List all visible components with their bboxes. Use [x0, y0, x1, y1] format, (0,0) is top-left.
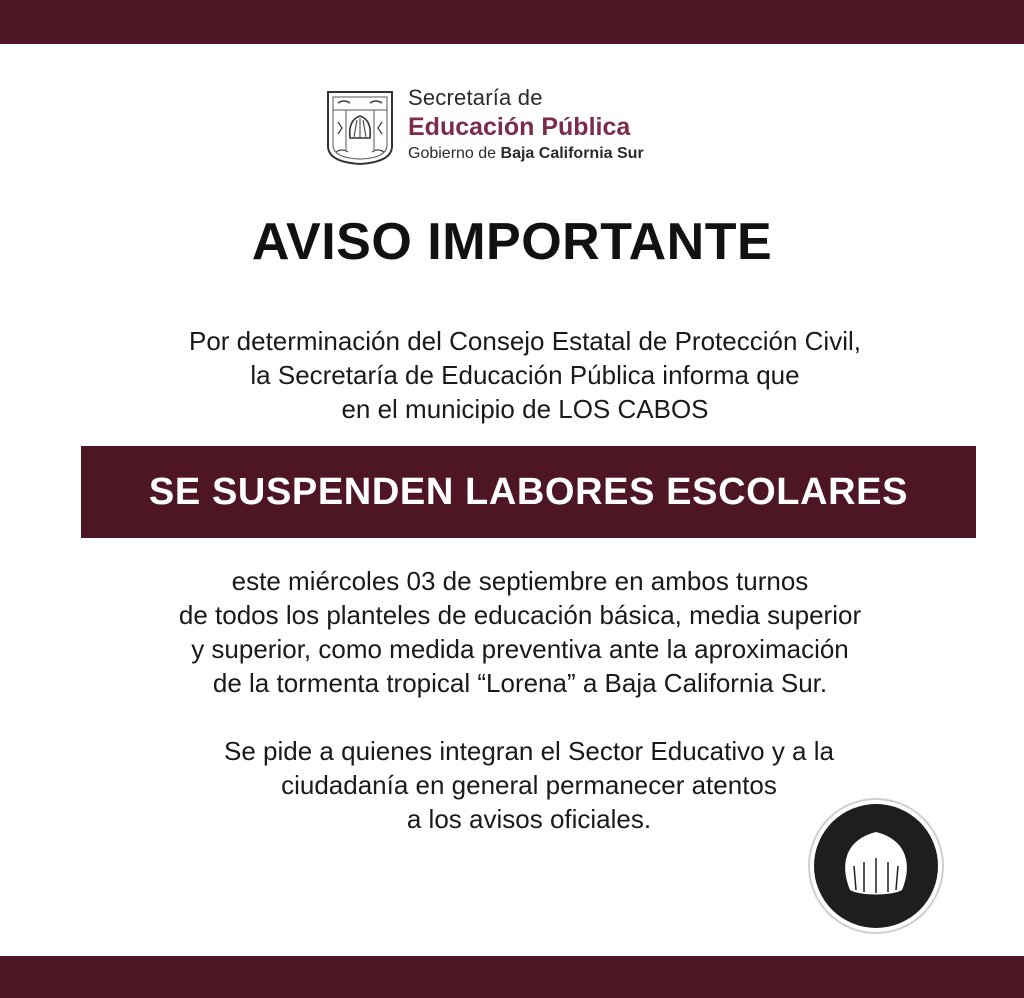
sep-logo-header — [324, 84, 744, 168]
intro-paragraph — [0, 324, 1024, 426]
top-band — [0, 0, 1024, 44]
details-paragraph — [0, 564, 1024, 700]
header-line-3-bold: Baja California Sur — [500, 145, 644, 162]
details-line: de la tormenta tropical “Lorena” a Baja California Sur. — [212, 668, 828, 698]
intro-line: la Secretaría de Educación Pública informa que — [250, 360, 800, 390]
header-line-1: Secretaría de — [408, 85, 543, 110]
closing-line: Se pide a quienes integran el Sector Educativo y a la — [224, 736, 834, 766]
state-coat-of-arms-icon — [324, 88, 396, 166]
intro-line: en el municipio de LOS CABOS — [341, 394, 709, 424]
suspension-banner: SE SUSPENDEN LABORES ESCOLARES — [81, 446, 976, 538]
intro-line: Por determinación del Consejo Estatal de Protección Civil, — [188, 326, 861, 356]
closing-line: a los avisos oficiales. — [406, 804, 652, 834]
closing-line: ciudadanía en general permanecer atentos — [281, 770, 777, 800]
details-line: de todos los planteles de educación básica, media superior — [178, 600, 862, 630]
shell-emblem-icon — [806, 796, 946, 936]
bottom-band — [0, 956, 1024, 998]
header-line-2: Educación Pública — [408, 113, 631, 141]
header-line-3 — [408, 142, 644, 166]
details-line: este miércoles 03 de septiembre en ambos turnos — [231, 566, 809, 596]
header-line-3-prefix: Gobierno de — [408, 145, 501, 162]
details-line: y superior, como medida preventiva ante la aproximación — [191, 634, 849, 664]
page-title: AVISO IMPORTANTE — [251, 213, 773, 271]
